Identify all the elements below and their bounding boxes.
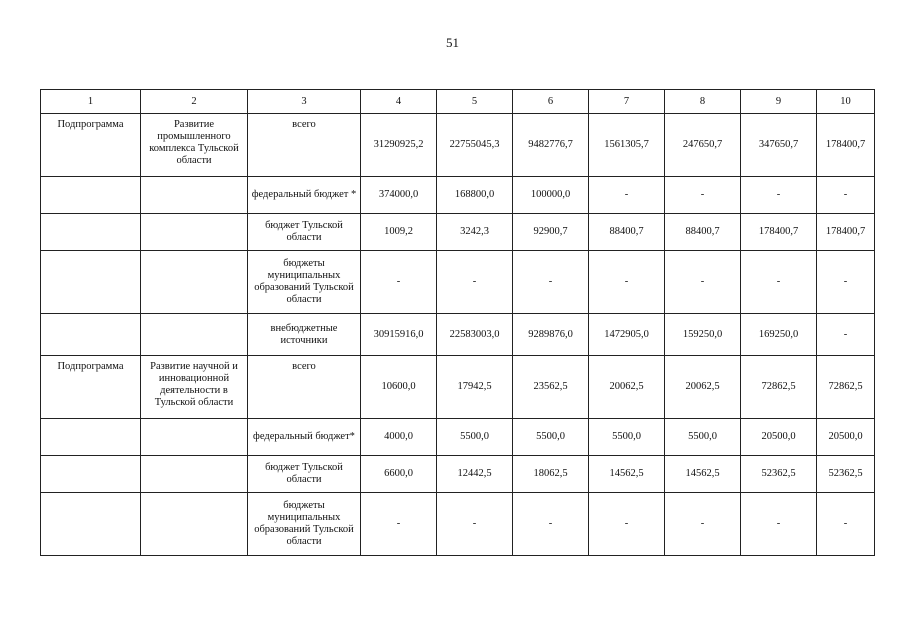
value-cell: 168800,0	[437, 177, 513, 214]
table-row	[41, 356, 875, 419]
value-cell: -	[741, 177, 817, 214]
value-cell: 72862,5	[817, 356, 875, 419]
header-cell: 5	[437, 90, 513, 114]
value-cell: 52362,5	[741, 456, 817, 493]
value-cell: -	[361, 251, 437, 314]
header-cell: 1	[41, 90, 141, 114]
value-cell: -	[589, 251, 665, 314]
value-cell: -	[817, 177, 875, 214]
funding-source-cell: внебюджетные источники	[248, 314, 361, 356]
value-cell: 1472905,0	[589, 314, 665, 356]
program-name-cell	[141, 177, 248, 214]
header-cell: 2	[141, 90, 248, 114]
value-cell: 22583003,0	[437, 314, 513, 356]
table-row	[41, 456, 875, 493]
value-cell: -	[665, 493, 741, 556]
value-cell: 88400,7	[665, 214, 741, 251]
program-type-cell: Подпрограмма	[41, 356, 141, 419]
value-cell: -	[437, 493, 513, 556]
value-cell: 23562,5	[513, 356, 589, 419]
value-cell: 9482776,7	[513, 114, 589, 177]
value-cell: -	[741, 251, 817, 314]
value-cell: -	[437, 251, 513, 314]
funding-source-cell: бюджеты муниципальных образований Тульской области	[248, 251, 361, 314]
value-cell: -	[817, 314, 875, 356]
value-cell: 14562,5	[589, 456, 665, 493]
value-cell: -	[817, 251, 875, 314]
program-name-cell: Развитие научной и инновационной деятельности в Тульской области	[141, 356, 248, 419]
value-cell: 4000,0	[361, 419, 437, 456]
table-row	[41, 177, 875, 214]
value-cell: 1009,2	[361, 214, 437, 251]
header-cell: 10	[817, 90, 875, 114]
value-cell: -	[817, 493, 875, 556]
header-cell: 3	[248, 90, 361, 114]
program-name-cell	[141, 493, 248, 556]
program-type-cell	[41, 419, 141, 456]
table-row	[41, 251, 875, 314]
value-cell: 374000,0	[361, 177, 437, 214]
value-cell: 169250,0	[741, 314, 817, 356]
value-cell: 178400,7	[741, 214, 817, 251]
table-row	[41, 114, 875, 177]
value-cell: 22755045,3	[437, 114, 513, 177]
value-cell: 92900,7	[513, 214, 589, 251]
value-cell: 5500,0	[589, 419, 665, 456]
value-cell: 10600,0	[361, 356, 437, 419]
value-cell: -	[589, 493, 665, 556]
funding-source-cell: федеральный бюджет*	[248, 419, 361, 456]
program-type-cell	[41, 314, 141, 356]
value-cell: 52362,5	[817, 456, 875, 493]
table-header-row	[41, 90, 875, 114]
value-cell: 5500,0	[437, 419, 513, 456]
value-cell: 5500,0	[513, 419, 589, 456]
program-name-cell	[141, 314, 248, 356]
value-cell: 9289876,0	[513, 314, 589, 356]
value-cell: 247650,7	[665, 114, 741, 177]
value-cell: 5500,0	[665, 419, 741, 456]
budget-table	[40, 89, 875, 556]
funding-source-cell: всего	[248, 356, 361, 419]
header-cell: 8	[665, 90, 741, 114]
funding-source-cell: бюджет Тульской области	[248, 456, 361, 493]
value-cell: 178400,7	[817, 214, 875, 251]
funding-source-cell: бюджеты муниципальных образований Тульской области	[248, 493, 361, 556]
table-row	[41, 214, 875, 251]
value-cell: 31290925,2	[361, 114, 437, 177]
header-cell: 7	[589, 90, 665, 114]
value-cell: 20062,5	[665, 356, 741, 419]
program-type-cell	[41, 493, 141, 556]
value-cell: 20500,0	[741, 419, 817, 456]
program-type-cell	[41, 177, 141, 214]
program-name-cell: Развитие промышленного комплекса Тульской области	[141, 114, 248, 177]
value-cell: -	[589, 177, 665, 214]
program-name-cell	[141, 251, 248, 314]
value-cell: 6600,0	[361, 456, 437, 493]
value-cell: 20062,5	[589, 356, 665, 419]
page-number: 51	[446, 35, 459, 50]
program-type-cell	[41, 456, 141, 493]
funding-source-cell: федеральный бюджет *	[248, 177, 361, 214]
value-cell: 18062,5	[513, 456, 589, 493]
program-name-cell	[141, 456, 248, 493]
program-name-cell	[141, 419, 248, 456]
header-cell: 4	[361, 90, 437, 114]
funding-source-cell: всего	[248, 114, 361, 177]
value-cell: 72862,5	[741, 356, 817, 419]
program-type-cell	[41, 251, 141, 314]
value-cell: -	[513, 251, 589, 314]
value-cell: 347650,7	[741, 114, 817, 177]
header-cell: 6	[513, 90, 589, 114]
value-cell: -	[665, 177, 741, 214]
value-cell: 3242,3	[437, 214, 513, 251]
table-row	[41, 419, 875, 456]
table-row	[41, 314, 875, 356]
value-cell: 88400,7	[589, 214, 665, 251]
funding-source-cell: бюджет Тульской области	[248, 214, 361, 251]
value-cell: -	[665, 251, 741, 314]
value-cell: -	[361, 493, 437, 556]
table-row	[41, 493, 875, 556]
value-cell: 100000,0	[513, 177, 589, 214]
value-cell: -	[741, 493, 817, 556]
program-type-cell	[41, 214, 141, 251]
value-cell: 30915916,0	[361, 314, 437, 356]
value-cell: 20500,0	[817, 419, 875, 456]
program-type-cell: Подпрограмма	[41, 114, 141, 177]
value-cell: 17942,5	[437, 356, 513, 419]
value-cell: 178400,7	[817, 114, 875, 177]
value-cell: 1561305,7	[589, 114, 665, 177]
value-cell: -	[513, 493, 589, 556]
value-cell: 14562,5	[665, 456, 741, 493]
header-cell: 9	[741, 90, 817, 114]
value-cell: 159250,0	[665, 314, 741, 356]
program-name-cell	[141, 214, 248, 251]
value-cell: 12442,5	[437, 456, 513, 493]
